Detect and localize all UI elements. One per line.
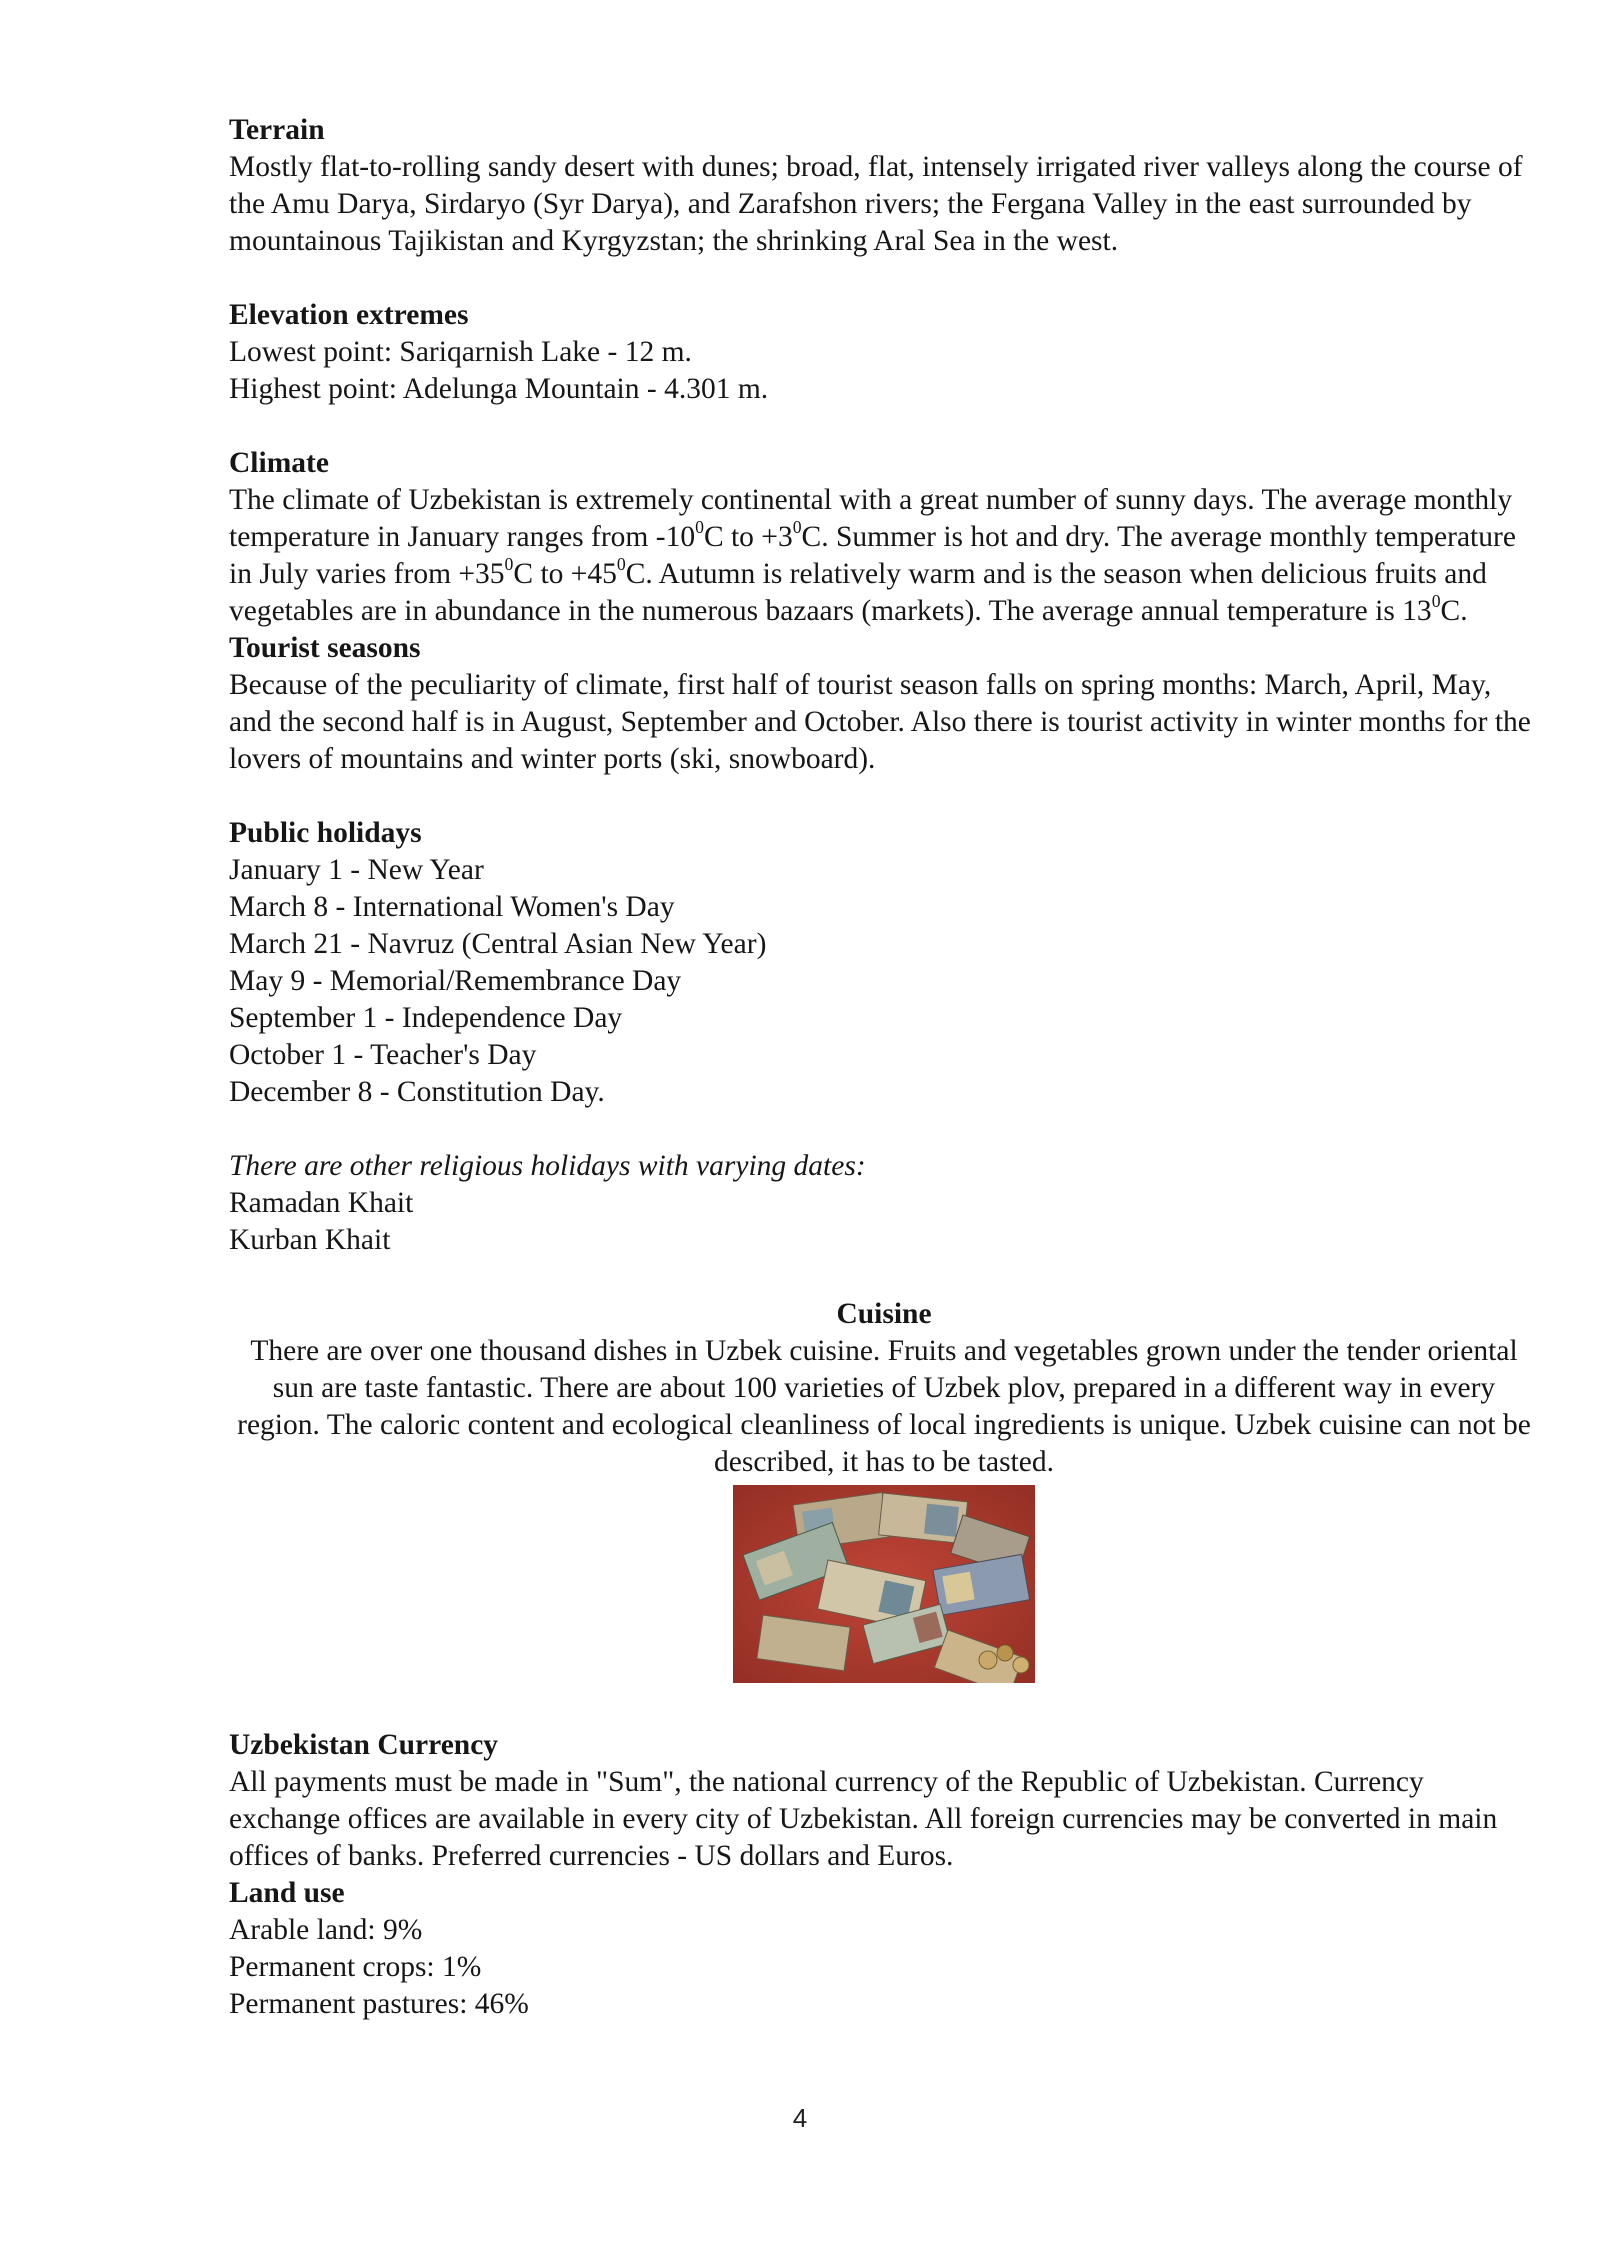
cuisine-section (229, 1296, 1539, 1481)
land-use-item: Permanent crops: 1% (229, 1951, 482, 1983)
holiday-item: January 1 - New Year (229, 854, 484, 886)
climate-text: The climate of Uzbekistan is extremely continental with a great number of sunny days. The average monthly temperature in January ranges from $-10^0C$ to $+3^0C$. Summer is hot and dry. The average monthly temperature in July varies from $+35^0C$ to $+45^0C$. Autumn is relatively warm and is the season when delicious fruits and vegetables are in abundance in the numerous bazaars (markets). The average annual temperature is $13^0C$. (229, 484, 1516, 627)
holiday-item: October 1 - Teacher's Day (229, 1039, 537, 1071)
religious-holiday-item: Ramadan Khait (229, 1187, 414, 1219)
currency-image-wrapper (229, 1485, 1539, 1683)
tourist-section (229, 630, 1539, 778)
terrain-text: Mostly flat-to-rolling sandy desert with dunes; broad, flat, intensely irrigated river valleys along the course of the Amu Darya, Sirdaryo (Syr Darya), and Zarafshon rivers; the Fergana Valley in the east surrounded by mountainous Tajikistan and Kyrgyzstan; the shrinking Aral Sea in the west. (229, 151, 1523, 257)
elevation-lowest: Lowest point: Sariqarnish Lake - 12 m. (229, 336, 692, 368)
elevation-highest: Highest point: Adelunga Mountain - 4.301 m. (229, 373, 769, 405)
land-use-item: Arable land: 9% (229, 1914, 423, 1946)
currency-heading: Uzbekistan Currency (229, 1729, 499, 1761)
cuisine-heading: Cuisine (836, 1298, 932, 1330)
currency-section (229, 1727, 1539, 1875)
banknotes-photo (733, 1485, 1035, 1683)
holiday-item: May 9 - Memorial/Remembrance Day (229, 965, 682, 997)
document-page (229, 112, 1539, 2023)
elevation-heading: Elevation extremes (229, 299, 469, 331)
terrain-heading: Terrain (229, 114, 325, 146)
religious-holiday-item: Kurban Khait (229, 1224, 391, 1256)
land-use-heading: Land use (229, 1877, 345, 1909)
climate-section (229, 445, 1539, 630)
currency-text: All payments must be made in "Sum", the national currency of the Republic of Uzbekistan. Currency exchange offices are available in every city of Uzbekistan. All foreign currencies may be converted in main offices of banks. Preferred currencies - US dollars and Euros. (229, 1766, 1498, 1872)
holidays-section (229, 815, 1539, 1111)
climate-heading: Climate (229, 447, 329, 479)
terrain-section (229, 112, 1539, 260)
holiday-item: December 8 - Constitution Day. (229, 1076, 605, 1108)
page-number: 4 (792, 2103, 808, 2133)
cuisine-text: There are over one thousand dishes in Uzbek cuisine. Fruits and vegetables grown under the tender oriental sun are taste fantastic. There are about 100 varieties of Uzbek plov, prepared in a different way in every region. The caloric content and ecological cleanliness of local ingredients is unique. Uzbek cuisine can not be described, it has to be tasted. (237, 1335, 1531, 1478)
land-use-section (229, 1875, 1539, 2023)
elevation-section (229, 297, 1539, 408)
holiday-item: September 1 - Independence Day (229, 1002, 623, 1034)
holiday-item: March 21 - Navruz (Central Asian New Year) (229, 928, 767, 960)
tourist-text: Because of the peculiarity of climate, first half of tourist season falls on spring months: March, April, May, and the second half is in August, September and October. Also there is tourist activity in winter months for the lovers of mountains and winter ports (ski, snowboard). (229, 669, 1531, 775)
religious-note: There are other religious holidays with varying dates: (229, 1150, 866, 1182)
banknotes-image (733, 1485, 1035, 1683)
holidays-heading: Public holidays (229, 817, 422, 849)
land-use-item: Permanent pastures: 46% (229, 1988, 529, 2020)
holiday-item: March 8 - International Women's Day (229, 891, 675, 923)
tourist-heading: Tourist seasons (229, 632, 421, 664)
religious-holidays-section (229, 1148, 1539, 1259)
